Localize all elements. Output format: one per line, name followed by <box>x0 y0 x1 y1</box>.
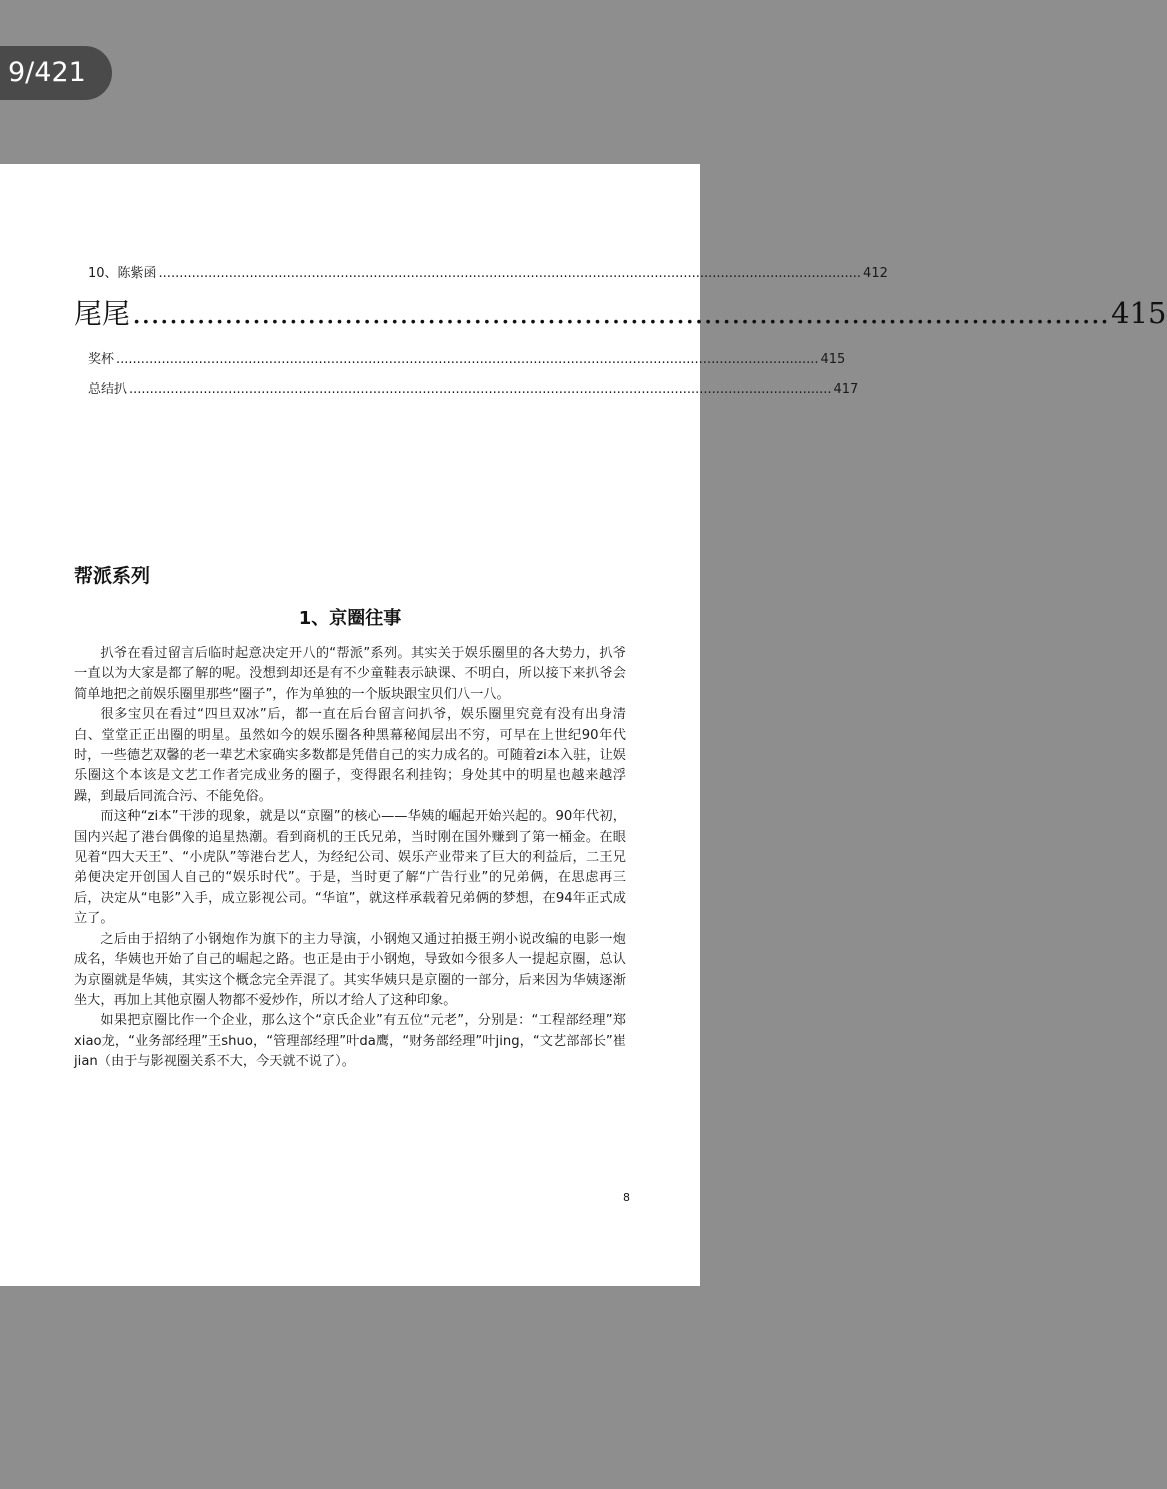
body-paragraph: 如果把京圈比作一个企业，那么这个“京氏企业”有五位“元老”，分别是：“工程部经理”郑xiao龙，“业务部经理”王shuo，“管理部经理”叶da鹰，“财务部经理”叶jing，“文艺部部长”崔jian（由于与影视圈关系不大，今天就不说了）。 <box>74 1013 626 1070</box>
toc-leader-dots: .......................................................................................................................................................................... <box>129 382 832 397</box>
page-number: 8 <box>623 1191 630 1204</box>
toc-entry-label: 总结扒 <box>88 382 128 397</box>
toc-entry[interactable] <box>88 378 859 397</box>
toc-entry-page: 412 <box>863 266 888 281</box>
toc-entry[interactable] <box>88 262 888 281</box>
body-paragraph: 而这种“zi本”干涉的现象，就是以“京圈”的核心——华姨的崛起开始兴起的。90年代初，国内兴起了港台偶像的追星热潮。看到商机的王氏兄弟，当时刚在国外赚到了第一桶金。在眼见着“四大天王”、“小虎队”等港台艺人，为经纪公司、娱乐产业带来了巨大的利益后，二王兄弟便决定开创国人自己的“娱乐时代”。于是，当时更了解“广告行业”的兄弟俩，在思虑再三后，决定从“电影”入手，成立影视公司。“华谊”，就这样承载着兄弟俩的梦想，在94年正式成立了。 <box>74 809 626 927</box>
toc-leader-dots: .......................................................................................................................................................................... <box>158 266 862 281</box>
toc-entry-page: 417 <box>833 382 859 397</box>
section-heading: 帮派系列 <box>74 565 151 587</box>
toc-entry-label: 尾尾 <box>74 297 131 330</box>
article-title: 1、京圈往事 <box>298 608 402 629</box>
viewer-bottom-bar <box>0 1286 700 1489</box>
document-page <box>0 164 1167 1286</box>
page-indicator[interactable]: 9/421 <box>0 46 112 100</box>
toc-entry-page: 415 <box>1111 296 1167 330</box>
viewer-top-bar <box>0 0 700 164</box>
article-body <box>74 644 626 1073</box>
toc-entry[interactable] <box>88 348 846 367</box>
toc-entry[interactable] <box>74 292 1167 332</box>
toc-leader-dots: .......................................................................................................................................................................... <box>116 352 819 367</box>
toc-leader-dots: .......................................................................................................... <box>132 296 1110 330</box>
toc-entry-label: 10、陈紫函 <box>88 266 157 281</box>
toc-entry-page: 415 <box>820 352 846 367</box>
toc-entry-label: 奖杯 <box>88 352 115 367</box>
body-paragraph: 之后由于招纳了小钢炮作为旗下的主力导演，小钢炮又通过拍摄王朔小说改编的电影一炮成名，华姨也开始了自己的崛起之路。也正是由于小钢炮，导致如今很多人一提起京圈，总认为京圈就是华姨，其实这个概念完全弄混了。其实华姨只是京圈的一部分，后来因为华姨逐渐坐大，再加上其他京圈人物都不爱炒作，所以才给人了这种印象。 <box>74 931 626 1008</box>
body-paragraph: 很多宝贝在看过“四旦双冰”后，都一直在后台留言问扒爷，娱乐圈里究竟有没有出身清白、堂堂正正出圈的明星。虽然如今的娱乐圈各种黑幕秘闻层出不穷，可早在上世纪90年代时，一些德艺双馨的老一辈艺术家确实多数都是凭借自己的实力成名的。可随着zi本入驻，让娱乐圈这个本该是文艺工作者完成业务的圈子，变得跟名利挂钩；身处其中的明星也越来越浮躁，到最后同流合污、不能免俗。 <box>74 707 626 804</box>
body-paragraph: 扒爷在看过留言后临时起意决定开八的“帮派”系列。其实关于娱乐圈里的各大势力，扒爷一直以为大家是都了解的呢。没想到却还是有不少童鞋表示缺课、不明白，所以接下来扒爷会简单地把之前娱乐圈里那些“圈子”，作为单独的一个版块跟宝贝们八一八。 <box>74 646 626 702</box>
